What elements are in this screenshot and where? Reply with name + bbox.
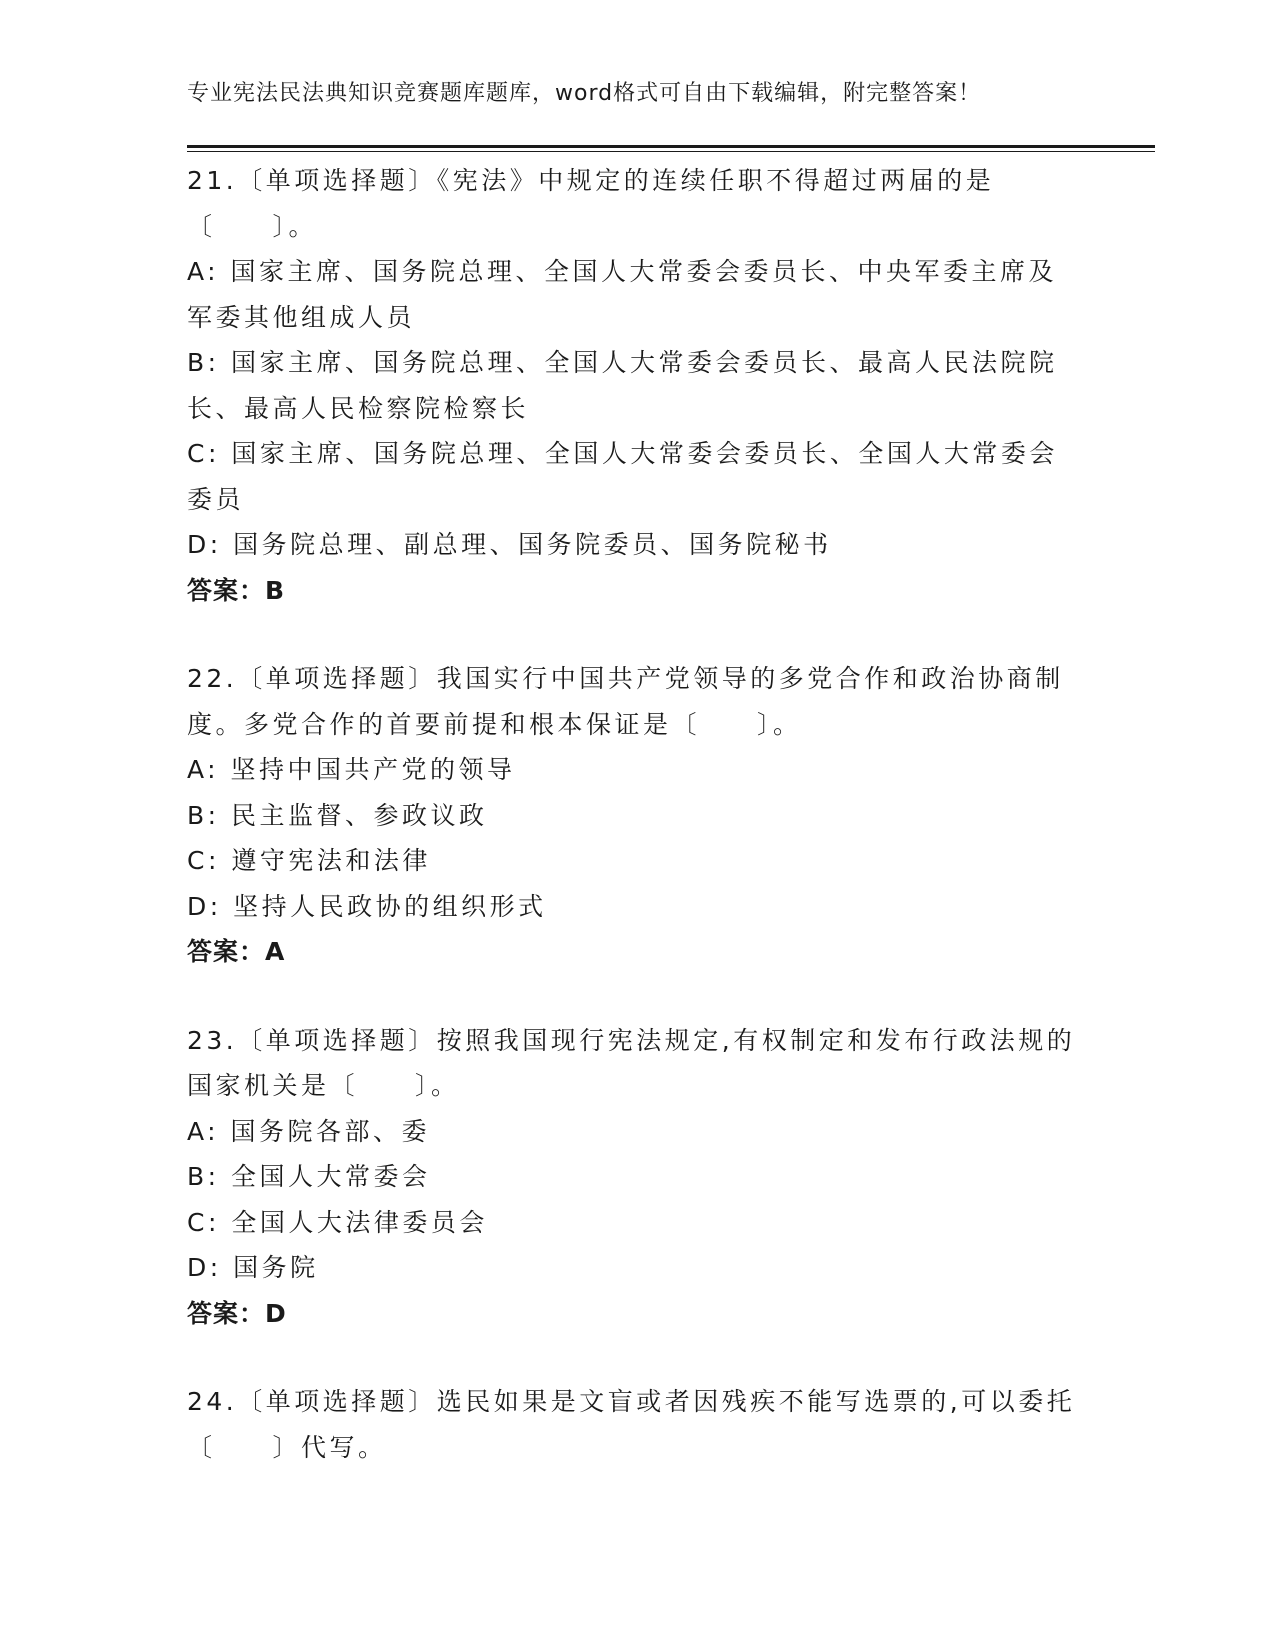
option-d: D: 坚持人民政协的组织形式 bbox=[187, 891, 547, 921]
question-list bbox=[187, 158, 1077, 1513]
question-stem: 24.〔单项选择题〕选民如果是文盲或者因残疾不能写选票的,可以委托〔 〕代写。 bbox=[187, 1387, 1076, 1462]
question-stem: 21.〔单项选择题〕《宪法》中规定的连续任职不得超过两届的是〔 〕。 bbox=[187, 166, 995, 241]
option-c: C: 遵守宪法和法律 bbox=[187, 846, 431, 875]
option-b: B: 国家主席、国务院总理、全国人大常委会委员长、最高人民法院院长、最高人民检察院检察长 bbox=[187, 348, 1058, 423]
question-21 bbox=[187, 158, 1077, 613]
option-b: B: 全国人大常委会 bbox=[187, 1162, 431, 1191]
option-d: D: 国务院 bbox=[187, 1253, 319, 1282]
header-divider-thin bbox=[187, 151, 1155, 152]
page-header: 专业宪法民法典知识竞赛题库题库，word格式可自由下载编辑，附完整答案！ bbox=[187, 81, 982, 106]
option-a: A: 坚持中国共产党的领导 bbox=[187, 755, 516, 784]
answer: 答案：B bbox=[187, 575, 286, 605]
question-22 bbox=[187, 656, 1077, 975]
option-d: D: 国务院总理、副总理、国务院委员、国务院秘书 bbox=[187, 530, 832, 559]
question-stem: 23.〔单项选择题〕按照我国现行宪法规定,有权制定和发布行政法规的国家机关是〔 〕。 bbox=[187, 1025, 1076, 1100]
question-23 bbox=[187, 1018, 1077, 1337]
option-a: A: 国家主席、国务院总理、全国人大常委会委员长、中央军委主席及军委其他组成人员 bbox=[187, 257, 1058, 332]
option-c: C: 国家主席、国务院总理、全国人大常委会委员长、全国人大常委会委员 bbox=[187, 439, 1058, 514]
option-b: B: 民主监督、参政议政 bbox=[187, 800, 488, 830]
option-c: C: 全国人大法律委员会 bbox=[187, 1207, 488, 1237]
answer: 答案：A bbox=[187, 937, 286, 966]
header-divider-thick bbox=[187, 145, 1155, 148]
question-24 bbox=[187, 1379, 1077, 1470]
question-stem: 22.〔单项选择题〕我国实行中国共产党领导的多党合作和政治协商制度。多党合作的首要前提和根本保证是〔 〕。 bbox=[187, 664, 1064, 739]
option-a: A: 国务院各部、委 bbox=[187, 1116, 431, 1146]
answer: 答案：D bbox=[187, 1298, 287, 1328]
